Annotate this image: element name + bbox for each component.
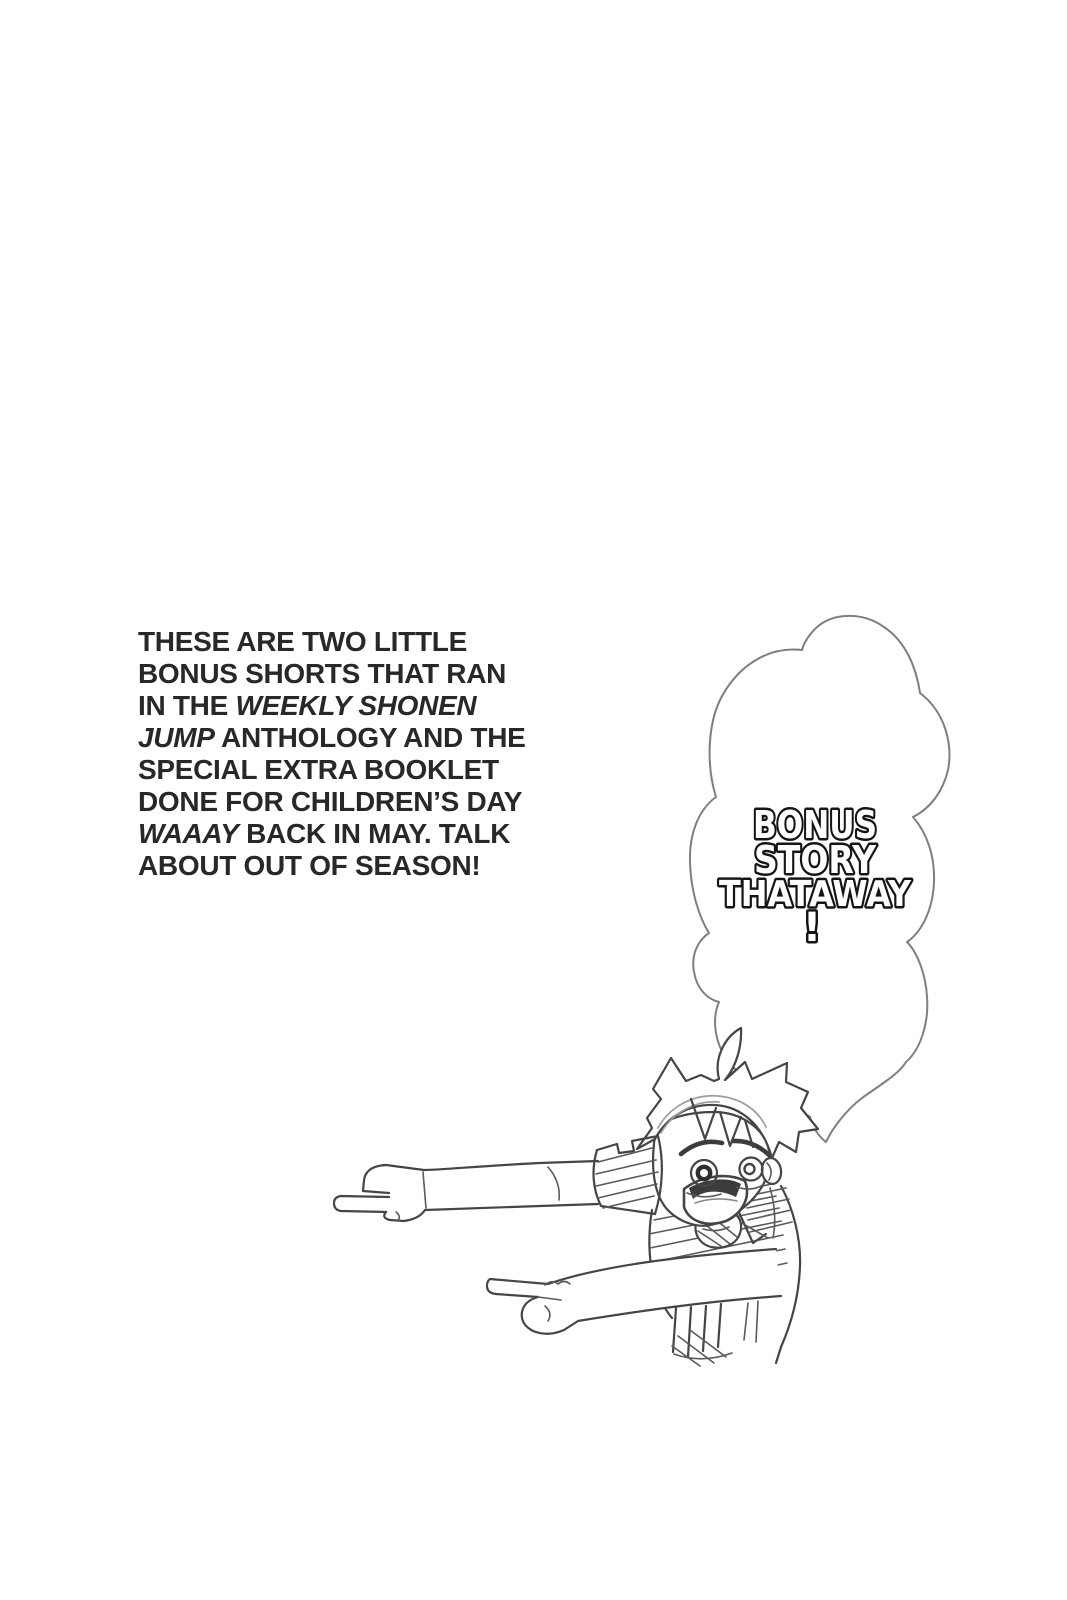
intro-line-6: DONE FOR CHILDREN’S DAY (138, 786, 523, 817)
intro-line-5: SPECIAL EXTRA BOOKLET (138, 754, 499, 785)
intro-line-8: ABOUT OUT OF SEASON! (138, 850, 481, 881)
bubble-text-line-1: BONUS (753, 803, 877, 847)
striped-sleeve (594, 1136, 662, 1214)
intro-line-2: BONUS SHORTS THAT RAN (138, 658, 507, 689)
intro-line-4: JUMP ANTHOLOGY AND THE (138, 722, 526, 753)
intro-line-1: THESE ARE TWO LITTLE (138, 626, 467, 657)
intro-line-7: WAAAY BACK IN MAY. TALK (138, 818, 511, 849)
character-sketch (334, 1028, 818, 1366)
bubble-text-line-3: THATAWAY (719, 874, 912, 915)
upper-pointing-arm (334, 1161, 598, 1221)
bubble-text-line-2: STORY (754, 838, 877, 882)
intro-line-3: IN THE WEEKLY SHONEN (138, 690, 477, 721)
bubble-text-line-4: ! (802, 905, 822, 951)
lower-pointing-arm (487, 1249, 781, 1334)
